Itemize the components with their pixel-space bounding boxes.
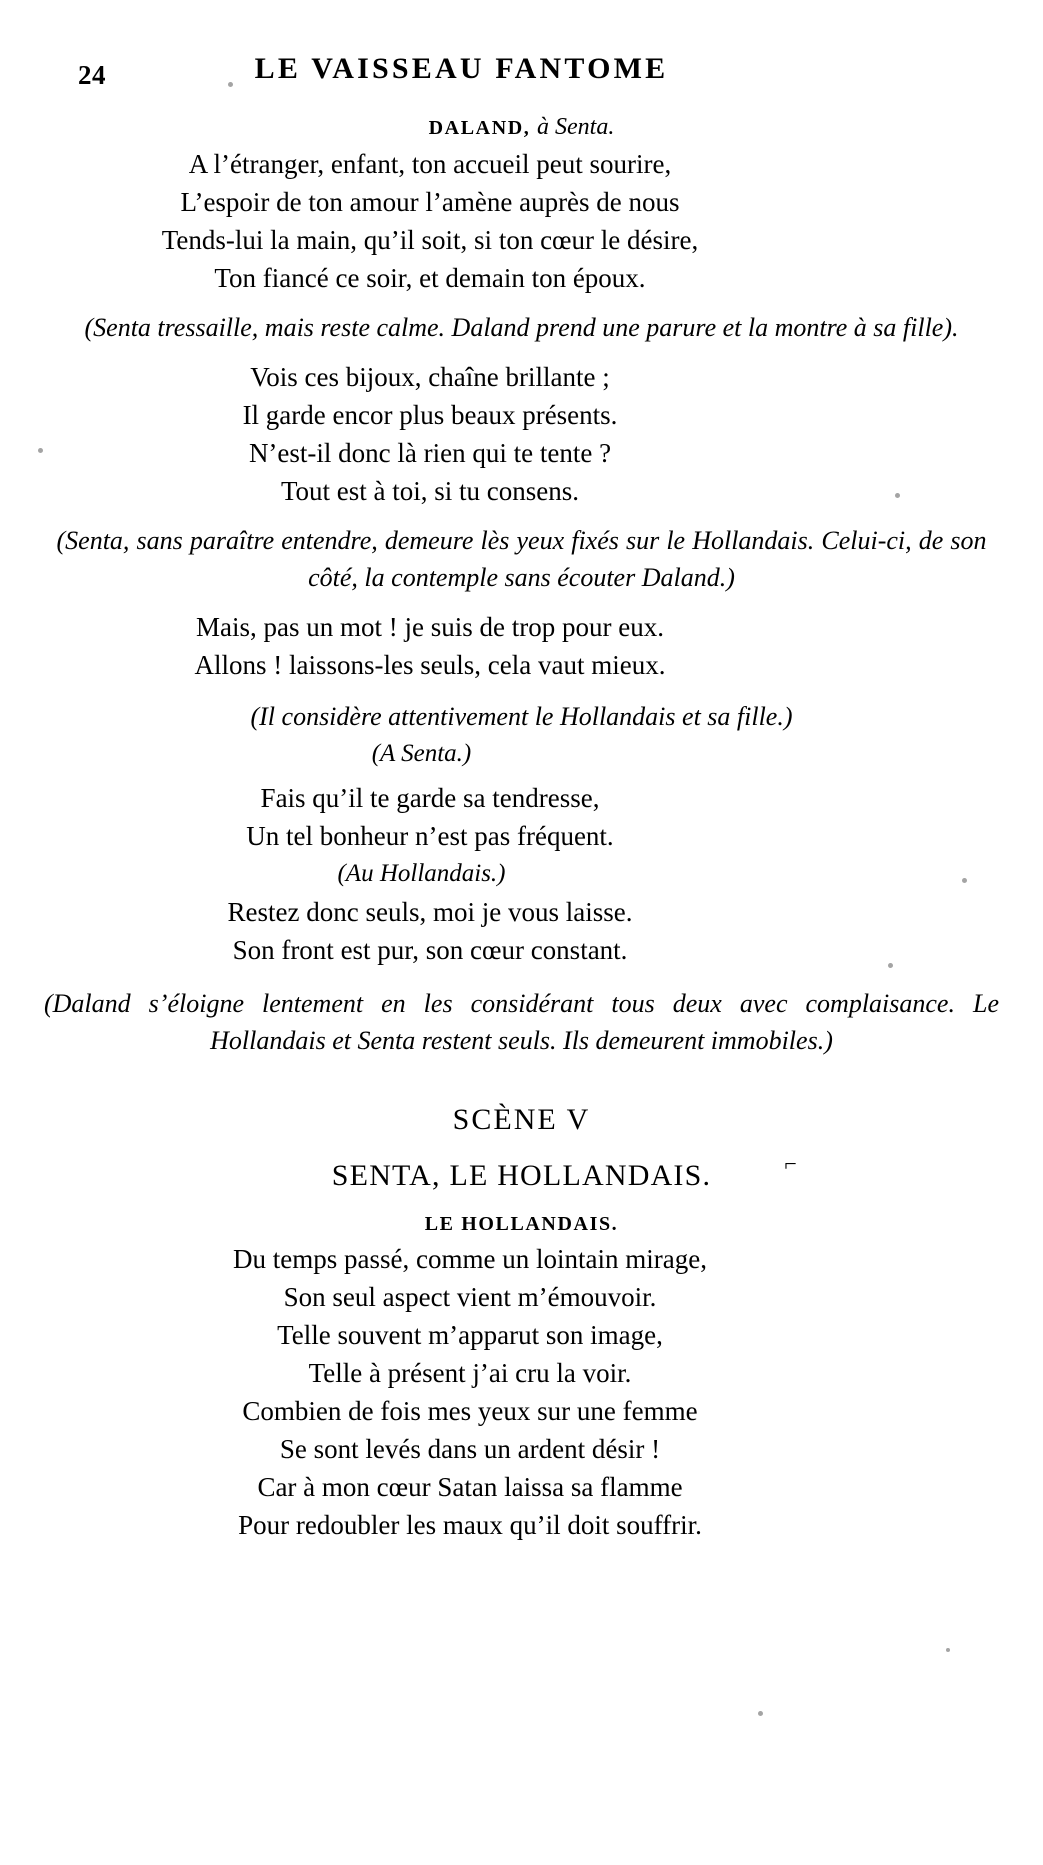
stage-direction-6: (Daland s’éloigne lentement en les considérant tous deux avec complaisance. Le Hollandais et Senta restent seuls. Ils demeurent immobiles.) [44,989,999,1055]
verse-line: Du temps passé, comme un lointain mirage, [233,1244,707,1274]
running-head [0,38,1043,108]
scene-cast [0,1151,1043,1193]
verse-line: Tends-lui la main, qu’il soit, si ton cœur le désire, [161,225,699,255]
verse-block-4 [0,779,860,855]
scene-heading: SCÈNE V [452,1103,591,1136]
stage-direction-5: (Au Hollandais.) [337,860,506,887]
speaker-direction: à Senta. [537,114,615,140]
stage-direction-1: (Senta tressaille, mais reste calme. Daland prend une parure et la montre à sa fille). [84,313,959,342]
verse-line: Mais, pas un mot ! je suis de trop pour eux. [196,612,664,642]
stage-direction-3: (Il considère attentivement le Hollandais et sa fille.) [250,702,793,731]
stage-direction-4: (A Senta.) [371,740,472,767]
page [0,38,1043,1865]
verse-block-6 [0,1240,940,1544]
verse-line: Se sont levés dans un ardent désir ! [279,1434,661,1464]
verse-block-3 [0,608,860,684]
verse-line: Un tel bonheur n’est pas fréquent. [246,821,614,851]
verse-line: Restez donc seuls, moi je vous laisse. [227,897,633,927]
verse-line: Combien de fois mes yeux sur une femme [242,1396,698,1426]
verse-block-5 [0,893,860,969]
page-number: 24 [78,60,106,90]
verse-line: Il garde encor plus beaux présents. [242,400,618,430]
scan-speck [962,878,967,883]
speaker-hollandais: LE HOLLANDAIS. [424,1213,619,1235]
scan-mark-icon: ⌐ [784,1151,798,1176]
verse-line: Telle à présent j’ai cru la voir. [308,1358,632,1388]
verse-line: Fais qu’il te garde sa tendresse, [260,783,600,813]
verse-line: L’espoir de ton amour l’amène auprès de nous [180,187,680,217]
speaker-name: DALAND, [428,117,531,139]
scan-speck [946,1648,950,1652]
verse-line: Vois ces bijoux, chaîne brillante ; [250,362,610,392]
scene-cast-label: SENTA, LE HOLLANDAIS. [331,1159,712,1192]
verse-line: Allons ! laissons-les seuls, cela vaut mieux. [194,650,666,680]
verse-line: Telle souvent m’apparut son image, [277,1320,663,1350]
verse-line: N’est-il donc là rien qui te tente ? [248,438,612,468]
stage-direction-2: (Senta, sans paraître entendre, demeure lès yeux fixés sur le Hollandais. Celui-ci, de son côté, la contemple sans écouter Daland.) [56,526,987,592]
scan-speck [758,1711,763,1716]
verse-line: Son seul aspect vient m’émouvoir. [283,1282,657,1312]
verse-block-2 [0,358,860,510]
verse-line: Ton fiancé ce soir, et demain ton époux. [214,263,646,293]
speaker-daland [0,114,1043,141]
verse-block-1 [0,145,860,297]
scan-speck [895,493,900,498]
book-title: LE VAISSEAU FANTOME [254,52,669,85]
verse-line: Tout est à toi, si tu consens. [280,476,580,506]
scan-speck [38,448,43,453]
verse-line: Car à mon cœur Satan laissa sa flamme [257,1472,683,1502]
verse-line: A l’étranger, enfant, ton accueil peut sourire, [188,149,672,179]
scan-speck [888,963,893,968]
verse-line: Son front est pur, son cœur constant. [232,935,628,965]
verse-line: Pour redoubler les maux qu’il doit souffrir. [238,1510,702,1540]
